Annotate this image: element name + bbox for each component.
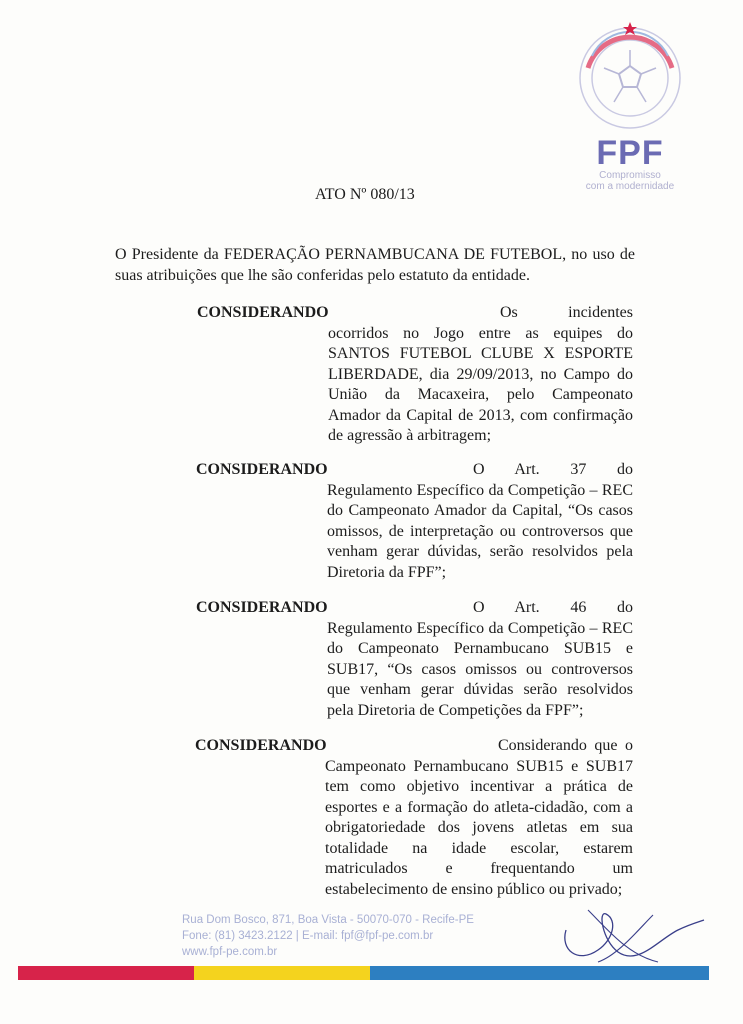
clause-text: O Art. 46 do Regulamento Específico da Competição – REC do Campeonato Pernambucano SUB15 e SUB17, “Os casos omissos ou controversos que venham gerar dúvidas serão resolvidos pela Diretoria de Competições da FPF”; <box>327 599 633 719</box>
clause-heading: CONSIDERANDO <box>196 599 328 616</box>
footer-website: www.fpf-pe.com.br <box>182 946 278 958</box>
footer-contact: Fone: (81) 3423.2122 | E-mail: fpf@fpf-pe.com.br <box>182 930 434 942</box>
clause-heading: CONSIDERANDO <box>195 737 327 754</box>
fpf-logo <box>565 18 695 196</box>
letterhead-color-bar <box>18 966 709 980</box>
clause-2 <box>196 460 633 583</box>
fpf-seal-icon <box>570 18 690 130</box>
document-title: ATO Nº 080/13 <box>315 186 415 203</box>
clause-heading: CONSIDERANDO <box>196 461 328 478</box>
clause-1 <box>197 303 633 447</box>
letterhead-footer <box>182 912 474 960</box>
color-bar-blue <box>370 966 709 980</box>
clause-text: Considerando que o Campeonato Pernambucano SUB15 e SUB17 tem como objetivo incentivar a prática de esportes e a formação do atleta-cidadão, com a obrigatoriedade dos jovens atletas em sua totalidade na idade escolar, estarem matriculados e frequentando um estabelecimento de ensino público ou privado; <box>325 737 633 898</box>
clause-text: Os incidentes ocorridos no Jogo entre as equipes do SANTOS FUTEBOL CLUBE X ESPORTE LIBERDADE, dia 29/09/2013, no Campo do União da Macaxeira, pelo Campeonato Amador da Capital de 2013, com confirmação de agressão à arbitragem; <box>328 304 633 444</box>
logo-tagline-1: Compromisso <box>599 170 661 181</box>
signature <box>558 900 708 975</box>
clause-heading: CONSIDERANDO <box>197 304 329 321</box>
clause-3 <box>196 598 633 721</box>
color-bar-red <box>18 966 194 980</box>
color-bar-yellow <box>194 966 370 980</box>
clause-text: O Art. 37 do Regulamento Específico da Competição – REC do Campeonato Amador da Capital, “Os casos omissos, de interpretação ou controversos que venham gerar dúvidas, serão resolvidos pela Diretoria da FPF”; <box>327 461 633 581</box>
footer-address: Rua Dom Bosco, 871, Boa Vista - 50070-070 - Recife-PE <box>182 914 474 926</box>
fpf-logo-name: FPF <box>596 134 664 172</box>
logo-tagline-2: com a modernidade <box>585 181 675 192</box>
clause-4 <box>195 736 633 900</box>
intro-paragraph: O Presidente da FEDERAÇÃO PERNAMBUCANA DE FUTEBOL, no uso de suas atribuições que lhe são conferidas pelo estatuto da entidade. <box>115 246 635 284</box>
signature-mark-icon <box>558 900 708 970</box>
